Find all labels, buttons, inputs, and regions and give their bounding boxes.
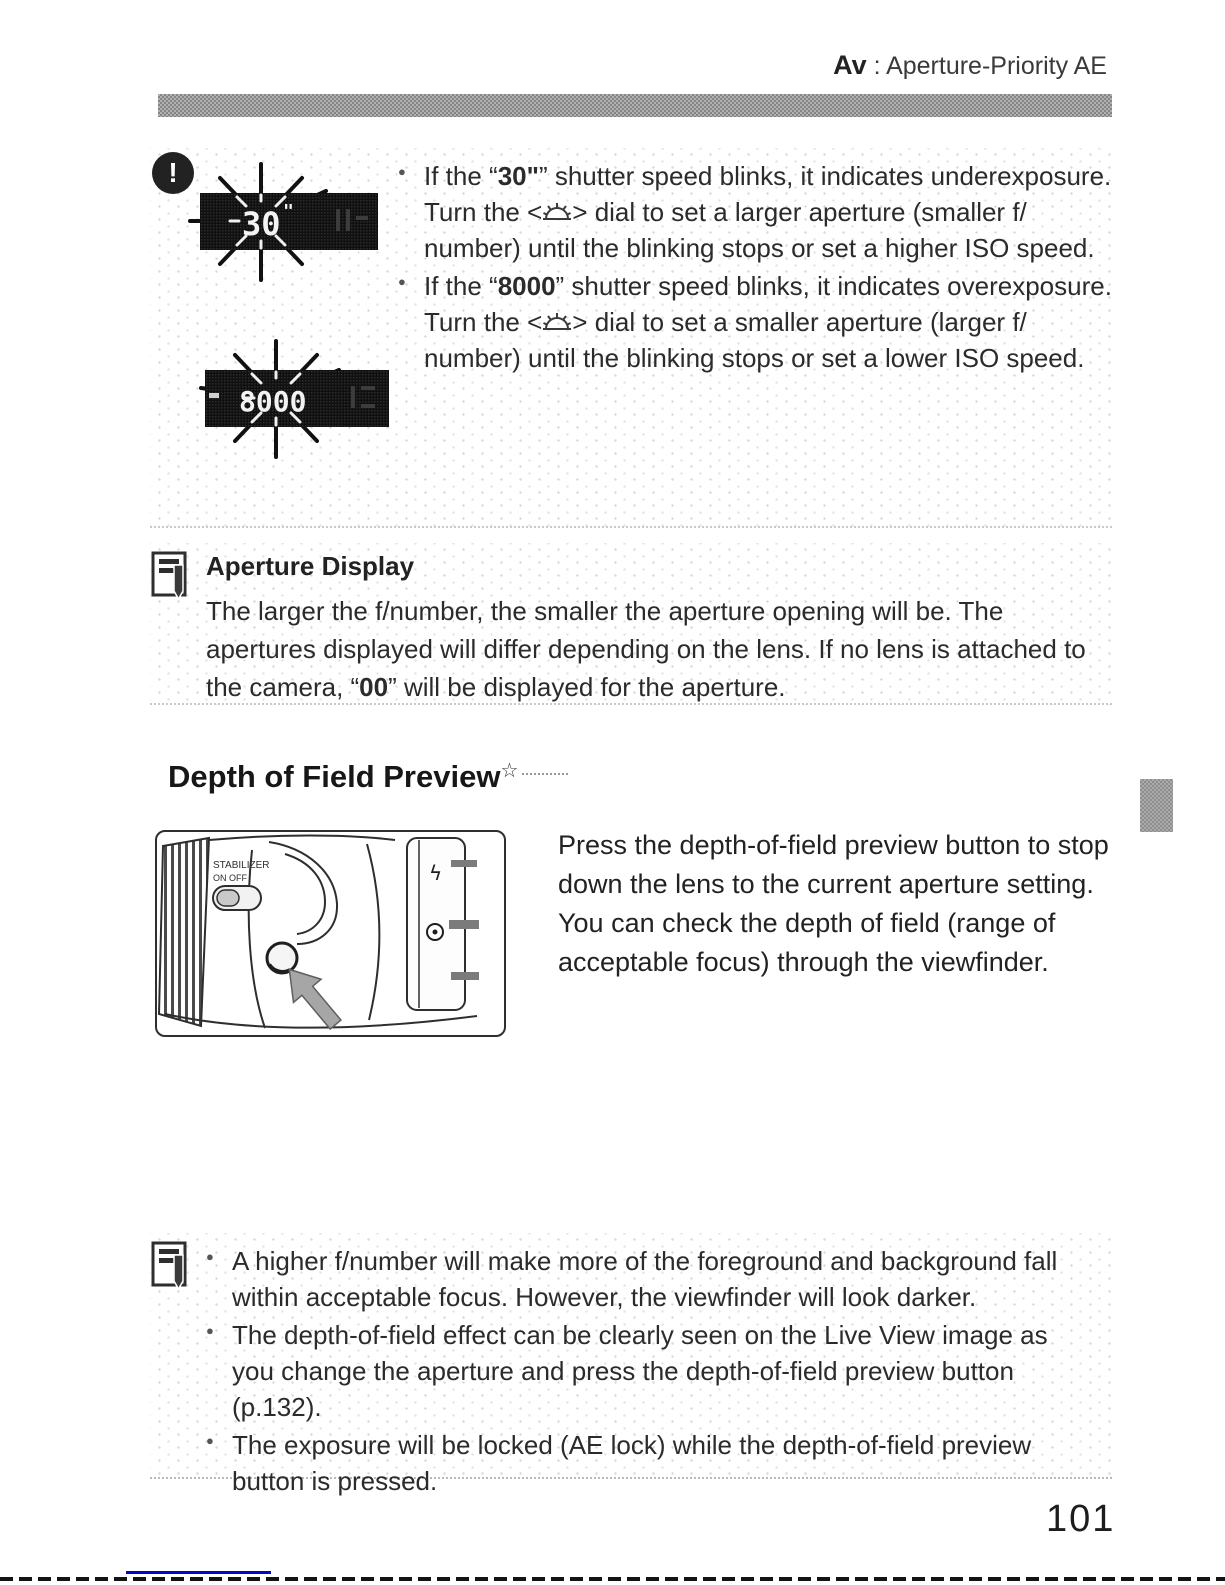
main-dial-icon <box>542 200 572 224</box>
chapter-edge-tab <box>1140 779 1173 832</box>
bullet-icon: ● <box>206 1323 214 1338</box>
footer-blue-line <box>126 1571 271 1574</box>
page-bottom-dashed-edge <box>0 1577 1225 1581</box>
list-item <box>206 1427 1096 1499</box>
note-icon <box>150 1241 194 1291</box>
lcd-panel-shutter-8000-blinking <box>191 338 431 468</box>
note-title: Aperture Display <box>206 551 415 581</box>
note-body: The larger the f/number, the smaller the aperture opening will be. The apertures displayed will differ depending on the lens. If no lens is attached to the camera, “00” will be displayed for the aperture. <box>206 596 1086 702</box>
list-item <box>206 1317 1096 1425</box>
camera-illustration <box>157 832 500 1031</box>
camera-figure <box>155 830 506 1037</box>
caution-section <box>150 148 1112 528</box>
list-item <box>398 268 1112 376</box>
section-heading <box>168 758 568 795</box>
note-icon <box>150 551 194 601</box>
dof-description: Press the depth-of-field preview button to stop down the lens to the current aperture setting. You can check the depth of field (range of acceptable focus) through the viewfinder. <box>558 830 1109 977</box>
caution-bullet-list <box>398 158 1112 378</box>
mode-label: Av <box>833 50 867 80</box>
bottom-note-section <box>150 1233 1112 1496</box>
overexposure-fix-sentence: Turn the < > dial to set a smaller aperture (larger f/​number) until the blinking stops or set a lower ISO speed. <box>424 307 1085 373</box>
bullet-icon: ● <box>206 1433 214 1448</box>
stabilizer-label: STABILIZER <box>213 860 270 871</box>
shutter-speed-value: 30 <box>242 205 281 243</box>
overexposure-sentence: If the “8000” shutter speed blinks, it indicates overexposure. <box>424 271 1112 301</box>
lens-focus-ring <box>159 838 209 1026</box>
page-number: 101 <box>1046 1498 1116 1540</box>
dotted-leader <box>522 773 568 775</box>
header-divider-bar <box>158 94 1112 117</box>
shutter-speed-value: 8000 <box>239 385 307 418</box>
lcd-panel-shutter-30-blinking <box>186 161 426 291</box>
main-dial-icon <box>542 310 572 334</box>
page-title: : Aperture-Priority AE <box>873 52 1107 80</box>
bullet-icon: ● <box>398 164 406 179</box>
stabilizer-on-off-label: ON OFF <box>213 873 247 883</box>
underexposure-sentence: If the “30"” shutter speed blinks, it indicates underexposure. <box>424 161 1112 191</box>
underexposure-fix-sentence: Turn the < > dial to set a larger aperture (smaller f/​number) until the blinking stops or set a higher ISO speed. <box>424 197 1095 263</box>
caution-glyph: ! <box>168 157 178 188</box>
seconds-mark: " <box>283 201 294 222</box>
lcd-left-mark <box>209 393 219 398</box>
bullet-icon: ● <box>206 1249 214 1264</box>
list-item <box>398 158 1112 266</box>
bullet-icon: ● <box>398 274 406 289</box>
flash-icon: ϟ <box>429 861 443 885</box>
lens-mount <box>269 842 337 944</box>
stabilizer-switch-knob <box>217 890 239 906</box>
section-heading-text: Depth of Field Preview <box>168 759 501 794</box>
dof-preview-button <box>267 943 297 973</box>
list-item <box>206 1243 1096 1315</box>
note-bullet-3: The exposure will be locked (AE lock) while the depth-of-field preview button is pressed. <box>232 1430 1032 1496</box>
aperture-display-note <box>150 543 1112 705</box>
note-bullet-1: A higher f/number will make more of the foreground and background fall within acceptable focus. However, the viewfinder will look darker. <box>232 1246 1058 1312</box>
note-bullet-2: The depth-of-field effect can be clearly seen on the Live View image as you change the aperture and press the depth-of-field preview button (p.132). <box>232 1320 1048 1422</box>
star-icon: ☆ <box>500 760 519 782</box>
page-header <box>833 50 1107 81</box>
note-bullet-list <box>206 1243 1096 1501</box>
